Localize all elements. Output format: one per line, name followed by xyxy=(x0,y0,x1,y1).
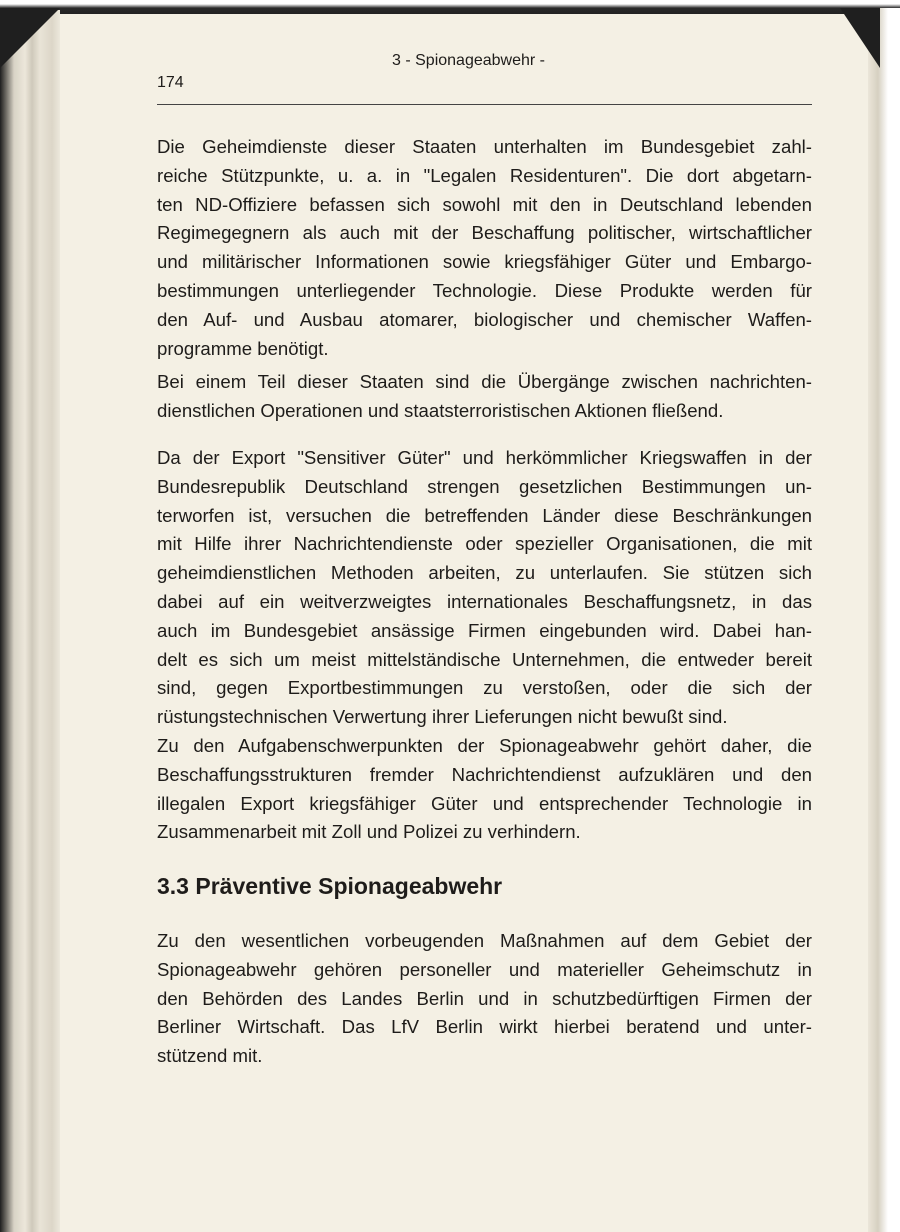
text-line: reiche Stützpunkte, u. a. in "Legalen Residenturen". Die dort abgetarn- xyxy=(157,164,812,186)
text-line: den Behörden des Landes Berlin und in schutzbedürftigen Firmen der xyxy=(157,987,812,1009)
text-line: bestimmungen unterliegender Technologie. Diese Produkte werden für xyxy=(157,279,812,301)
text-line: Spionageabwehr gehören personeller und materieller Geheimschutz in xyxy=(157,958,812,980)
paragraph-3 xyxy=(157,444,812,732)
section-heading: 3.3 Präventive Spionageabwehr xyxy=(157,873,503,899)
text-line: und militärischer Informationen sowie kriegsfähiger Güter und Embargo- xyxy=(157,251,812,273)
text-line: illegalen Export kriegsfähiger Güter und entsprechender Technologie in xyxy=(157,792,812,814)
paragraph-2 xyxy=(157,368,812,426)
text-line: auch im Bundesgebiet ansässige Firmen eingebunden wird. Dabei han- xyxy=(157,619,812,641)
running-header: 3 - Spionageabwehr - xyxy=(392,52,545,69)
section-paragraph xyxy=(157,927,812,1071)
page-number: 174 xyxy=(157,74,184,91)
text-line: dienstlichen Operationen und staatsterroristischen Aktionen fließend. xyxy=(157,399,724,421)
text-line: Zusammenarbeit mit Zoll und Polizei zu verhindern. xyxy=(157,821,581,843)
book-right-edge xyxy=(868,8,900,1232)
book-left-edge xyxy=(0,10,60,1232)
paragraph-4 xyxy=(157,732,812,847)
text-line: Beschaffungsstrukturen fremder Nachrichtendienst aufzuklären und den xyxy=(157,763,812,785)
text-line: sind, gegen Exportbestimmungen zu verstoßen, oder die sich der xyxy=(157,677,812,699)
text-line: mit Hilfe ihrer Nachrichtendienste oder spezieller Organisationen, die mit xyxy=(157,533,812,555)
text-line: Regimegegnern als auch mit der Beschaffung politischer, wirtschaftlicher xyxy=(157,222,812,244)
text-line: Da der Export "Sensitiver Güter" und herkömmlicher Kriegswaffen in der xyxy=(157,447,812,468)
text-line: terworfen ist, versuchen die betreffenden Länder diese Beschränkungen xyxy=(157,504,812,526)
text-line: Bei einem Teil dieser Staaten sind die Übergänge zwischen nachrichten- xyxy=(157,371,812,392)
text-line: programme benötigt. xyxy=(157,337,329,359)
text-line: Bundesrepublik Deutschland strengen gesetzlichen Bestimmungen un- xyxy=(157,475,812,497)
text-line: dabei auf ein weitverzweigtes internationales Beschaffungsnetz, in das xyxy=(157,590,812,612)
text-line: rüstungstechnischen Verwertung ihrer Lieferungen nicht bewußt sind. xyxy=(157,706,728,728)
text-line: den Auf- und Ausbau atomarer, biologischer und chemischer Waffen- xyxy=(157,308,812,330)
text-line: Zu den Aufgabenschwerpunkten der Spionageabwehr gehört daher, die xyxy=(157,735,812,756)
text-line: Berliner Wirtschaft. Das LfV Berlin wirkt hierbei beratend und unter- xyxy=(157,1016,812,1038)
text-line: Die Geheimdienste dieser Staaten unterhalten im Bundesgebiet zahl- xyxy=(157,136,812,157)
text-line: ten ND-Offiziere befassen sich sowohl mit den in Deutschland lebenden xyxy=(157,193,812,215)
header-rule xyxy=(157,104,812,105)
paragraph-1 xyxy=(157,133,812,363)
text-line: delt es sich um meist mittelständische Unternehmen, die entweder bereit xyxy=(157,648,812,670)
text-line: stützend mit. xyxy=(157,1045,263,1067)
book-top-edge xyxy=(0,0,900,14)
text-line: geheimdienstlichen Methoden arbeiten, zu unterlaufen. Sie stützen sich xyxy=(157,562,812,584)
text-line: Zu den wesentlichen vorbeugenden Maßnahmen auf dem Gebiet der xyxy=(157,930,812,951)
